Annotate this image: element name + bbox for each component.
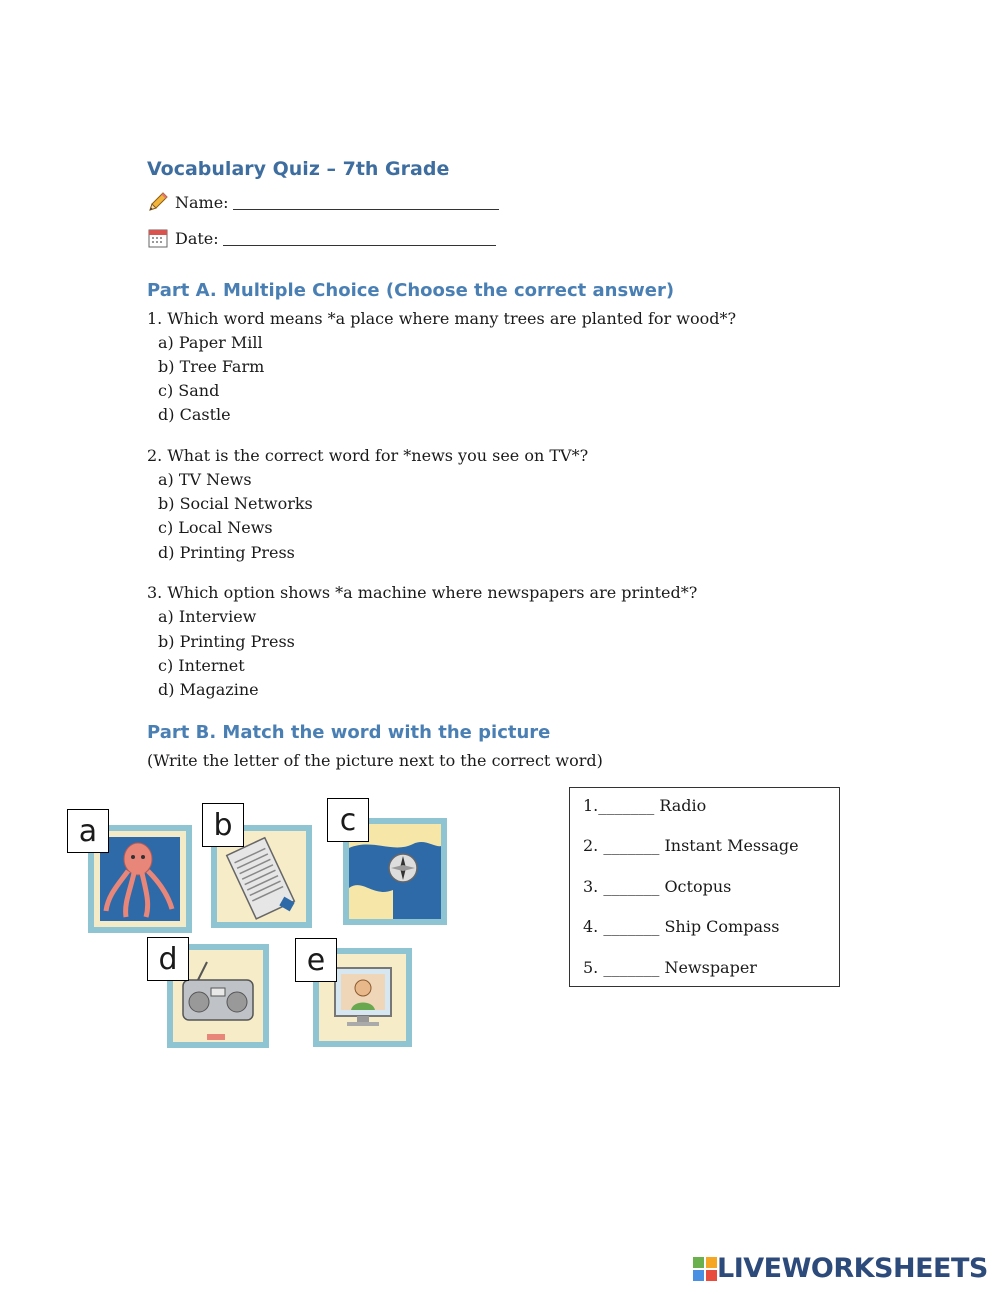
picture-letter-b: b <box>202 803 244 847</box>
question-2: 2. What is the correct word for *news you see on TV*? <box>147 446 589 465</box>
q2-option-c[interactable]: c) Local News <box>158 518 273 537</box>
date-input-line[interactable] <box>223 230 496 246</box>
liveworksheets-logo <box>693 1253 988 1284</box>
question-1: 1. Which word means *a place where many trees are planted for wood*? <box>147 309 737 328</box>
match-item-5[interactable]: 5. _______ Newspaper <box>583 958 757 977</box>
q2-option-a[interactable]: a) TV News <box>158 470 252 489</box>
q1-option-c[interactable]: c) Sand <box>158 381 220 400</box>
picture-letter-c: c <box>327 798 369 842</box>
q1-option-a[interactable]: a) Paper Mill <box>158 333 263 352</box>
part-a-heading: Part A. Multiple Choice (Choose the correct answer) <box>147 280 675 301</box>
q2-option-d[interactable]: d) Printing Press <box>158 543 295 562</box>
name-label: Name: <box>175 192 229 212</box>
quiz-title: Vocabulary Quiz – 7th Grade <box>147 158 450 180</box>
logo-mark-icon <box>693 1257 717 1281</box>
date-field <box>147 227 496 249</box>
match-item-2[interactable]: 2. _______ Instant Message <box>583 836 799 855</box>
match-item-4[interactable]: 4. _______ Ship Compass <box>583 917 780 936</box>
q2-option-b[interactable]: b) Social Networks <box>158 494 313 513</box>
q1-option-b[interactable]: b) Tree Farm <box>158 357 265 376</box>
picture-letter-a: a <box>67 809 109 853</box>
picture-letter-e: e <box>295 938 337 982</box>
question-3: 3. Which option shows *a machine where newspapers are printed*? <box>147 583 698 602</box>
match-item-1[interactable]: 1._______ Radio <box>583 796 707 815</box>
picture-letter-d: d <box>147 937 189 981</box>
name-input-line[interactable] <box>233 194 499 210</box>
logo-text: LIVEWORKSHEETS <box>717 1253 988 1284</box>
part-b-instruction: (Write the letter of the picture next to the correct word) <box>147 751 603 770</box>
q3-option-b[interactable]: b) Printing Press <box>158 632 295 651</box>
part-b-heading: Part B. Match the word with the picture <box>147 722 551 743</box>
name-field <box>147 191 499 213</box>
q1-option-d[interactable]: d) Castle <box>158 405 231 424</box>
pencil-icon <box>147 191 169 213</box>
calendar-icon <box>147 227 169 249</box>
q3-option-d[interactable]: d) Magazine <box>158 680 259 699</box>
date-label: Date: <box>175 228 219 248</box>
matching-box <box>569 787 840 987</box>
match-item-3[interactable]: 3. _______ Octopus <box>583 877 732 896</box>
q3-option-a[interactable]: a) Interview <box>158 607 257 626</box>
q3-option-c[interactable]: c) Internet <box>158 656 245 675</box>
